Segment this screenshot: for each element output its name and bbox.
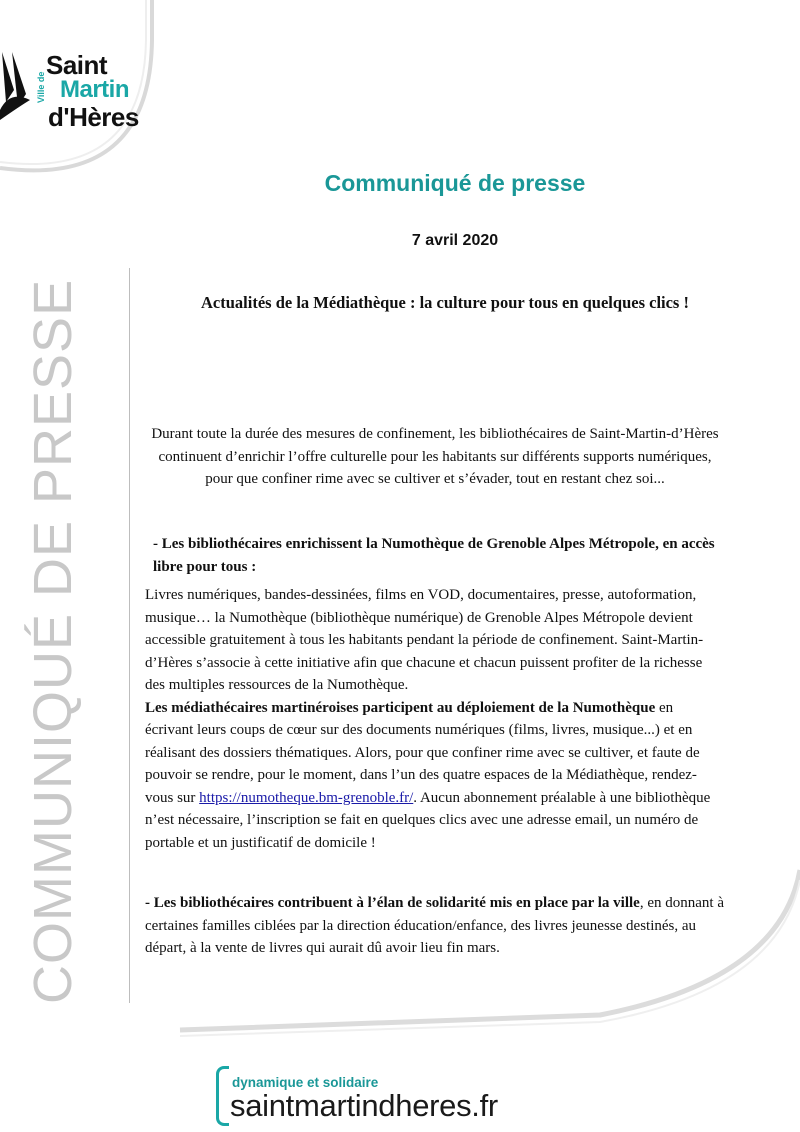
logo-ville-text: Ville de xyxy=(36,71,46,103)
document-title: Communiqué de presse xyxy=(324,170,586,196)
intro-paragraph: Durant toute la durée des mesures de confinement, les bibliothécaires de Saint-Martin-d’Hères continuent d’enrichir l’offre culturelle pour les habitants sur différents supports numériques, pour que confiner rime avec se cultiver et s’évader, tout en restant chez soi... xyxy=(151,426,719,487)
section2-bold-lead: - Les bibliothécaires contribuent à l’élan de solidarité mis en place par la ville xyxy=(145,895,640,911)
section1-text-2: en écrivant leurs coups de cœur sur des documents numériques (films, livres, musique...) et en réalisant des dossiers thématiques. Alors, pour que confiner rime avec se cultiver, et faute de pouvoir se rendre, pour le moment, dans l’un des quatre espaces de la Médiathèque, rendez-vous sur xyxy=(145,699,700,806)
section2-paragraph xyxy=(145,892,725,960)
vertical-divider xyxy=(129,268,130,1003)
side-label: COMMUNIQUÉ DE PRESSE xyxy=(23,278,83,1004)
headline: Actualités de la Médiathèque : la culture pour tous en quelques clics ! xyxy=(201,293,689,312)
numotheque-link[interactable]: https://numotheque.bm-grenoble.fr/ xyxy=(199,789,414,806)
section1-bold-lead: Les médiathécaires martinéroises participent au déploiement de la Numothèque xyxy=(145,699,656,716)
section1-body xyxy=(145,584,725,854)
section1-heading: - Les bibliothécaires enrichissent la Numothèque de Grenoble Alpes Métropole, en accès libre pour tous : xyxy=(153,536,715,575)
section1-text-3: . Aucun abonnement préalable à une bibliothèque n’est nécessaire, l’inscription se fait en quelques clics avec une adresse email, un numéro de portable et un justificatif de domicile ! xyxy=(145,789,711,851)
logo-saint-text: Saint xyxy=(46,50,108,80)
footer-bracket-icon xyxy=(216,1066,229,1126)
logo-martin-text: Martin xyxy=(60,76,129,103)
section2-text: , en donnant à certaines familles ciblées par la direction éducation/enfance, des livres jeunesse destinés, au départ, à la vente de livres qui aurait dû avoir lieu fin mars. xyxy=(145,895,724,956)
document-date: 7 avril 2020 xyxy=(411,232,499,249)
logo-heres-text: d'Hères xyxy=(48,102,139,132)
section1-text: Livres numériques, bandes-dessinées, films en VOD, documentaires, presse, autoformation, musique… la Numothèque (bibliothèque numérique) de Grenoble Alpes Métropole devient accessible gratuitement à tous les habitants pendant la période de confinement. Saint-Martin-d’Hères s’associe à cette initiative afin que chacune et chacun puissent profiter de la richesse des multiples ressources de la Numothèque. xyxy=(145,587,704,693)
footer-website: saintmartindheres.fr xyxy=(230,1088,498,1123)
footer-tagline: dynamique et solidaire xyxy=(232,1075,379,1090)
